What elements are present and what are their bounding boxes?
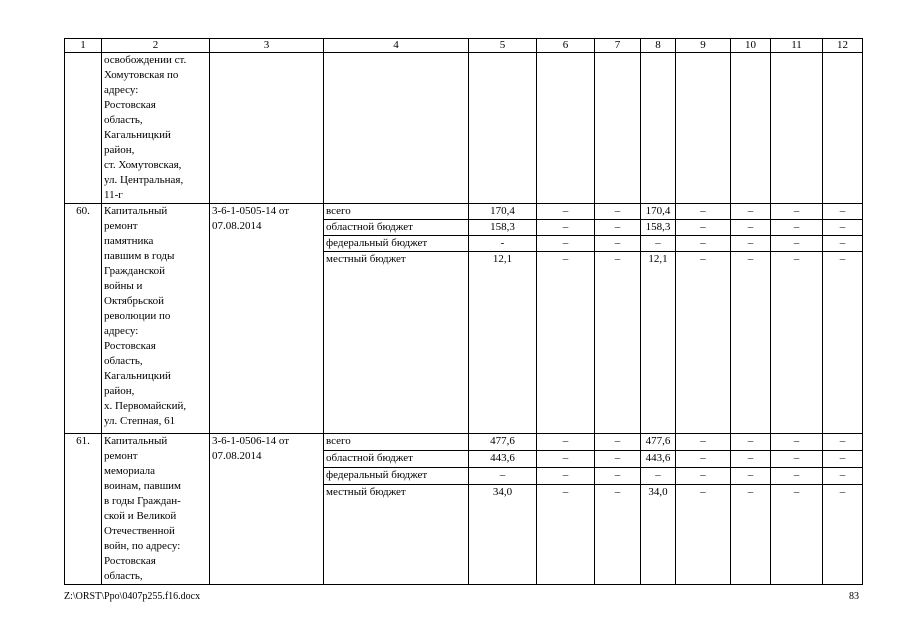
amount-cell: – xyxy=(537,252,595,434)
object-description: Капитальный ремонт мемориала воинам, павшим в годы Граждан- ской и Великой Отечественной войн, по адресу: Ростовская область, xyxy=(102,434,210,585)
column-header: 11 xyxy=(771,39,823,53)
amount-cell: – xyxy=(469,467,537,484)
amount-cell: – xyxy=(595,450,641,467)
amount-cell: 170,4 xyxy=(469,204,537,220)
amount-cell: 158,3 xyxy=(469,220,537,236)
amount-cell: – xyxy=(537,450,595,467)
amount-cell: – xyxy=(676,467,731,484)
amount-cell: – xyxy=(823,450,863,467)
amount-cell: - xyxy=(469,236,537,252)
row-number: 61. xyxy=(65,434,102,585)
project-code: 3-6-1-0505-14 от 07.08.2014 xyxy=(210,204,324,434)
column-header: 2 xyxy=(102,39,210,53)
amount-cell: – xyxy=(771,450,823,467)
amount-cell: – xyxy=(731,467,771,484)
column-header: 9 xyxy=(676,39,731,53)
amount-cell: – xyxy=(676,220,731,236)
column-header: 8 xyxy=(641,39,676,53)
amount-cell: – xyxy=(771,220,823,236)
amount-cell: – xyxy=(537,204,595,220)
budget-table xyxy=(64,38,863,585)
budget-source: федеральный бюджет xyxy=(324,467,469,484)
amount-cell: – xyxy=(731,450,771,467)
column-header: 7 xyxy=(595,39,641,53)
project-code: 3-6-1-0506-14 от 07.08.2014 xyxy=(210,434,324,585)
amount-cell: – xyxy=(537,467,595,484)
amount-cell: 477,6 xyxy=(469,434,537,451)
amount-cell: – xyxy=(641,467,676,484)
amount-cell: – xyxy=(731,434,771,451)
amount-cell: – xyxy=(771,252,823,434)
budget-source: всего xyxy=(324,204,469,220)
amount-cell: – xyxy=(595,236,641,252)
continued-row xyxy=(65,53,863,204)
amount-cell: – xyxy=(595,434,641,451)
column-header: 4 xyxy=(324,39,469,53)
column-header: 6 xyxy=(537,39,595,53)
amount-cell: – xyxy=(537,236,595,252)
amount-cell: – xyxy=(595,467,641,484)
column-header: 3 xyxy=(210,39,324,53)
amount-cell: – xyxy=(771,484,823,584)
amount-cell: 443,6 xyxy=(641,450,676,467)
amount-cell: – xyxy=(641,236,676,252)
amount-cell: – xyxy=(823,220,863,236)
amount-cell: – xyxy=(595,252,641,434)
amount-cell: – xyxy=(823,236,863,252)
amount-cell: – xyxy=(537,220,595,236)
amount-cell: – xyxy=(595,204,641,220)
amount-cell: 12,1 xyxy=(641,252,676,434)
amount-cell: – xyxy=(676,236,731,252)
amount-cell: – xyxy=(595,484,641,584)
amount-cell: – xyxy=(731,220,771,236)
object-description: Капитальный ремонт памятника павшим в годы Гражданской войны и Октябрьской революции по адресу: Ростовская область, Кагальницкий район, х. Первомайский, ул. Степная, 61 xyxy=(102,204,210,434)
amount-cell: 34,0 xyxy=(641,484,676,584)
page-number: 83 xyxy=(849,591,859,602)
amount-cell: 12,1 xyxy=(469,252,537,434)
amount-cell: – xyxy=(771,204,823,220)
amount-cell: – xyxy=(823,434,863,451)
amount-cell: 477,6 xyxy=(641,434,676,451)
amount-cell: – xyxy=(731,252,771,434)
amount-cell: 170,4 xyxy=(641,204,676,220)
budget-source: федеральный бюджет xyxy=(324,236,469,252)
amount-cell: – xyxy=(823,467,863,484)
amount-cell: 34,0 xyxy=(469,484,537,584)
amount-cell: – xyxy=(676,484,731,584)
amount-cell: – xyxy=(537,484,595,584)
amount-cell: 158,3 xyxy=(641,220,676,236)
document-path: Z:\ORST\Ppo\0407p255.f16.docx xyxy=(64,591,201,602)
object-description: освобождении ст. Хомутовская по адресу: Ростовская область, Кагальницкий район, ст. Хомутовская, ул. Центральная, 11-г xyxy=(102,53,210,204)
amount-cell: – xyxy=(676,252,731,434)
amount-cell: – xyxy=(731,236,771,252)
budget-source: местный бюджет xyxy=(324,252,469,434)
budget-source: областной бюджет xyxy=(324,450,469,467)
header-row xyxy=(65,39,863,53)
amount-cell: – xyxy=(676,434,731,451)
amount-cell: – xyxy=(595,220,641,236)
amount-cell: – xyxy=(823,204,863,220)
column-header: 5 xyxy=(469,39,537,53)
amount-cell: – xyxy=(676,450,731,467)
amount-cell: 443,6 xyxy=(469,450,537,467)
amount-cell: – xyxy=(771,236,823,252)
amount-cell: – xyxy=(731,204,771,220)
column-header: 1 xyxy=(65,39,102,53)
column-header: 12 xyxy=(823,39,863,53)
column-header: 10 xyxy=(731,39,771,53)
amount-cell: – xyxy=(731,484,771,584)
budget-source: местный бюджет xyxy=(324,484,469,584)
amount-cell: – xyxy=(537,434,595,451)
budget-source: областной бюджет xyxy=(324,220,469,236)
budget-row xyxy=(65,204,863,220)
amount-cell: – xyxy=(771,434,823,451)
budget-row xyxy=(65,434,863,451)
amount-cell: – xyxy=(676,204,731,220)
row-number: 60. xyxy=(65,204,102,434)
amount-cell: – xyxy=(771,467,823,484)
budget-source: всего xyxy=(324,434,469,451)
amount-cell: – xyxy=(823,252,863,434)
amount-cell: – xyxy=(823,484,863,584)
